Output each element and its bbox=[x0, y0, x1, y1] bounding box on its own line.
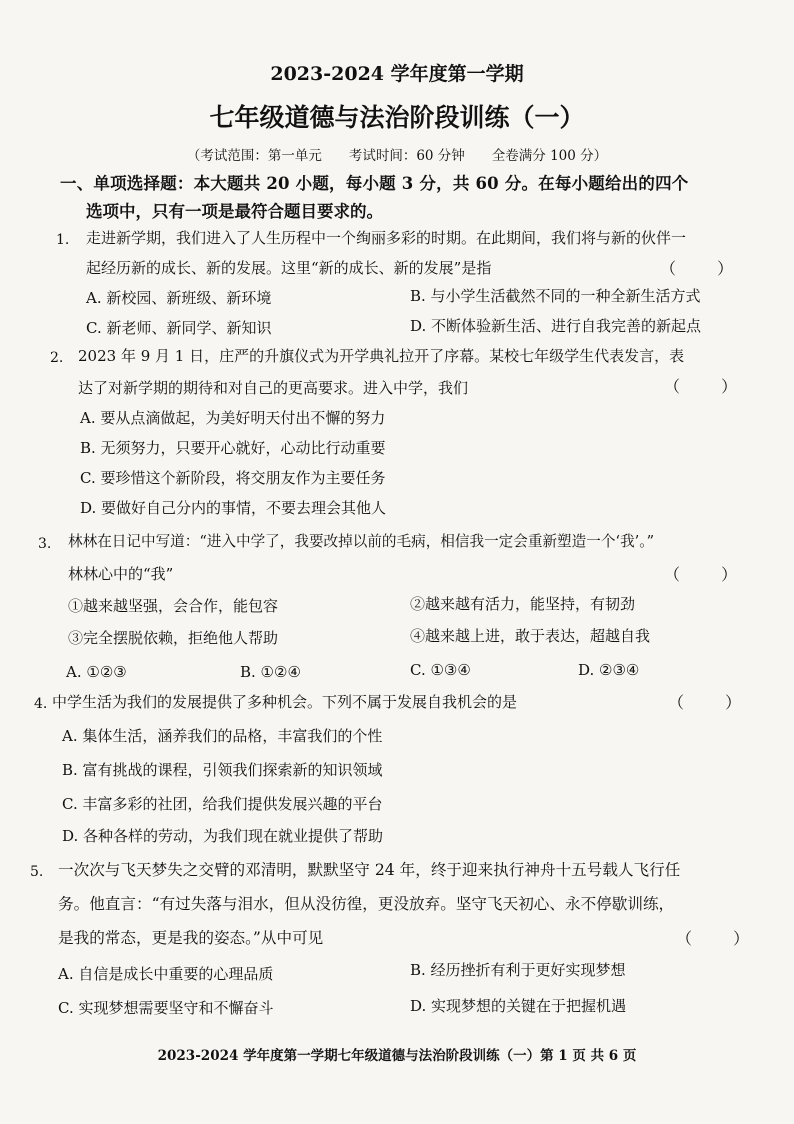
option-c: C. ①③④ bbox=[410, 661, 471, 679]
question-stem: 是我的常态，更是我的姿态。”从中可见 bbox=[58, 929, 324, 947]
section-heading-line1: 一、单项选择题：本大题共 20 小题，每小题 3 分，共 60 分。在每小题给出的四个 bbox=[60, 174, 689, 193]
question-stem: 中学生活为我们的发展提供了多种机会。下列不属于发展自我机会的是 bbox=[52, 693, 518, 711]
option-a: A. ①②③ bbox=[66, 663, 127, 681]
option-b: B. 富有挑战的课程，引领我们探索新的知识领域 bbox=[62, 761, 383, 779]
option-d: D. 要做好自己分内的事情，不要去理会其他人 bbox=[80, 499, 387, 517]
question-number: 2. bbox=[50, 350, 64, 366]
exam-info: （考试范围：第一单元 考试时间：60 分钟 全卷满分 100 分） bbox=[186, 148, 608, 164]
option-d: D. ②③④ bbox=[578, 661, 640, 679]
statement-2: ②越来越有活力，能坚持，有韧劲 bbox=[410, 595, 636, 613]
question-stem: 走进新学期，我们进入了人生历程中一个绚丽多彩的时期。在此期间，我们将与新的伙伴一 bbox=[86, 229, 687, 247]
question-stem: 达了对新学期的期待和对自己的更高要求。进入中学，我们 bbox=[78, 379, 469, 397]
option-a: A. 自信是成长中重要的心理品质 bbox=[58, 965, 274, 983]
question-number: 3. bbox=[38, 536, 52, 552]
question-number: 4. bbox=[34, 696, 48, 712]
answer-blank: （ ） bbox=[676, 929, 768, 948]
option-c: C. 丰富多彩的社团，给我们提供发展兴趣的平台 bbox=[62, 795, 383, 813]
option-b: B. 与小学生活截然不同的一种全新生活方式 bbox=[410, 287, 701, 305]
answer-blank: （ ） bbox=[664, 377, 756, 396]
option-a: A. 集体生活，涵养我们的品格，丰富我们的个性 bbox=[62, 727, 383, 745]
option-c: C. 要珍惜这个新阶段，将交朋友作为主要任务 bbox=[80, 469, 386, 487]
question-number: 5. bbox=[30, 864, 44, 880]
option-d: D. 各种各样的劳动，为我们现在就业提供了帮助 bbox=[62, 827, 384, 845]
question-stem: 林林在日记中写道：“进入中学了，我要改掉以前的毛病，相信我一定会重新塑造一个‘我’。” bbox=[68, 533, 655, 550]
section-heading-line2: 选项中，只有一项是最符合题目要求的。 bbox=[86, 202, 383, 221]
statement-3: ③完全摆脱依赖，拒绝他人帮助 bbox=[68, 629, 279, 647]
question-stem: 务。他直言：“有过失落与泪水，但从没彷徨，更没放弃。坚守飞天初心、永不停歇训练， bbox=[58, 895, 675, 913]
question-stem: 起经历新的成长、新的发展。这里“新的成长、新的发展”是指 bbox=[86, 259, 492, 277]
question-stem: 一次次与飞天梦失之交臂的邓清明，默默坚守 24 年，终于迎来执行神舟十五号载人飞行任 bbox=[58, 861, 681, 879]
option-a: A. 要从点滴做起，为美好明天付出不懈的努力 bbox=[80, 409, 386, 427]
option-b: B. 无须努力，只要开心就好，心动比行动重要 bbox=[80, 439, 386, 457]
question-stem: 林林心中的“我” bbox=[68, 565, 174, 583]
answer-blank: （ ） bbox=[664, 565, 756, 584]
option-d: D. 不断体验新生活、进行自我完善的新起点 bbox=[410, 317, 702, 335]
question-number: 1. bbox=[56, 232, 70, 248]
option-c: C. 实现梦想需要坚守和不懈奋斗 bbox=[58, 999, 274, 1017]
statement-4: ④越来越上进，敢于表达，超越自我 bbox=[410, 627, 651, 645]
page-footer: 2023-2024 学年度第一学期七年级道德与法治阶段训练（一）第 1 页 共 6 页 bbox=[157, 1048, 637, 1064]
year-title: 2023-2024 学年度第一学期 bbox=[270, 63, 524, 85]
option-b: B. 经历挫折有利于更好实现梦想 bbox=[410, 961, 626, 979]
option-d: D. 实现梦想的关键在于把握机遇 bbox=[410, 997, 627, 1015]
option-a: A. 新校园、新班级、新环境 bbox=[86, 289, 272, 307]
exam-title: 七年级道德与法治阶段训练（一） bbox=[209, 103, 585, 132]
question-stem: 2023 年 9 月 1 日，庄严的升旗仪式为开学典礼拉开了序幕。某校七年级学生代表发言，表 bbox=[78, 347, 685, 365]
option-b: B. ①②④ bbox=[240, 663, 301, 681]
answer-blank: （ ） bbox=[660, 259, 752, 278]
statement-1: ①越来越坚强，会合作，能包容 bbox=[68, 597, 279, 615]
answer-blank: （ ） bbox=[668, 693, 760, 712]
option-c: C. 新老师、新同学、新知识 bbox=[86, 319, 272, 337]
